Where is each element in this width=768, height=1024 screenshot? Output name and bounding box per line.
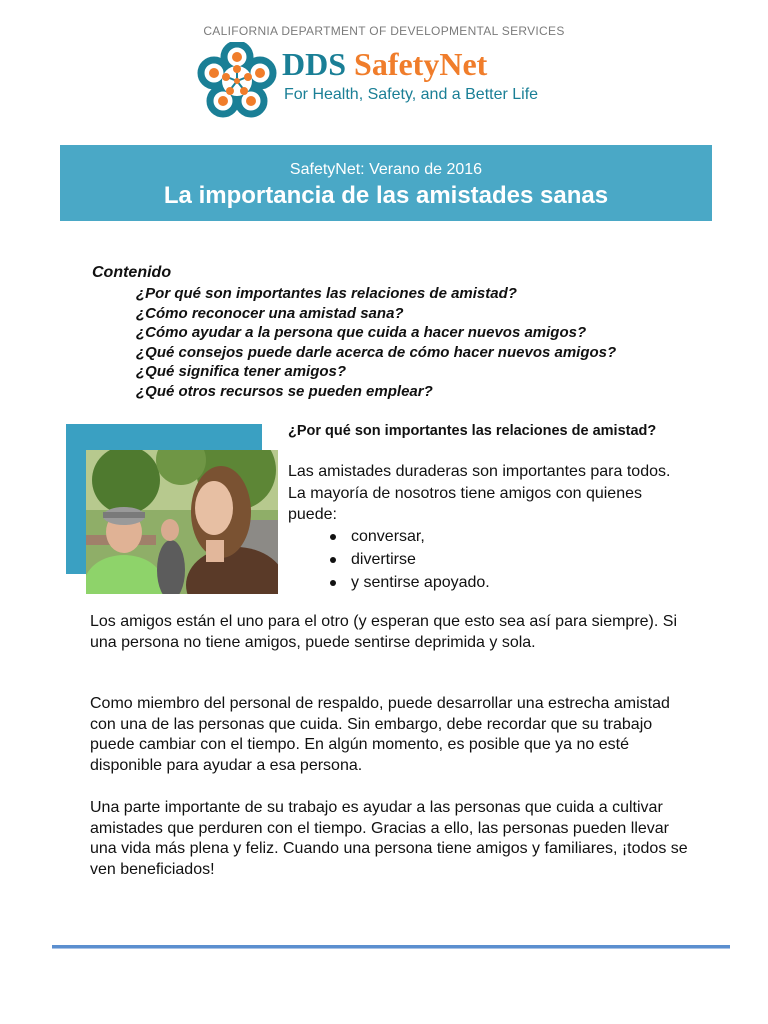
- brand-name: [282, 46, 487, 83]
- brand-product: SafetyNet: [354, 46, 488, 82]
- contents-item: ¿Cómo reconocer una amistad sana?: [136, 304, 404, 322]
- footer-divider-shadow: [52, 948, 730, 949]
- issue-subtitle: SafetyNet: Verano de 2016: [289, 161, 483, 178]
- list-item: divertirse: [330, 548, 490, 571]
- title-banner: [60, 145, 712, 221]
- contents-item: ¿Qué consejos puede darle acerca de cómo hacer nuevos amigos?: [136, 343, 617, 361]
- activities-list: [330, 525, 490, 594]
- contents-list: [136, 284, 616, 401]
- friends-photo: [86, 450, 278, 594]
- list-item: conversar,: [330, 525, 490, 548]
- contents-item: ¿Cómo ayudar a la persona que cuida a hacer nuevos amigos?: [136, 324, 587, 341]
- body-paragraph: Los amigos están el uno para el otro (y esperan que esto sea así para siempre). Si una persona no tiene amigos, puede sentirse deprimida y sola.: [90, 613, 677, 651]
- body-paragraph: Una parte importante de su trabajo es ayudar a las personas que cuida a cultivar amistades que perduren con el tiempo. Gracias a ello, las personas pueden llevar una vida más plena y feliz. Cuando una persona tiene amigos y familiares, ¡todos se ven beneficiados!: [90, 799, 688, 879]
- brand-prefix: DDS: [282, 46, 347, 82]
- page-title: La importancia de las amistades sanas: [163, 182, 609, 209]
- contents-item: ¿Qué otros recursos se pueden emplear?: [136, 382, 433, 400]
- section-heading: ¿Por qué son importantes las relaciones de amistad?: [288, 423, 657, 439]
- tagline: For Health, Safety, and a Better Life: [284, 86, 539, 103]
- department-name: CALIFORNIA DEPARTMENT OF DEVELOPMENTAL SERVICES: [203, 24, 565, 38]
- body-paragraph: Como miembro del personal de respaldo, puede desarrollar una estrecha amistad con una de las personas que cuida. Sin embargo, debe recordar que su trabajo puede cambiar con el tiempo. En algún momento, es posible que ya no esté disponible para ayudar a esa persona.: [90, 695, 670, 775]
- contents-item: ¿Por qué son importantes las relaciones de amistad?: [136, 285, 517, 302]
- intro-paragraph: Las amistades duraderas son importantes para todos. La mayoría de nosotros tiene amigos con quienes puede:: [288, 463, 671, 523]
- contents-item: ¿Qué significa tener amigos?: [136, 363, 347, 380]
- flower-network-logo: [196, 42, 278, 120]
- list-item: y sentirse apoyado.: [330, 571, 490, 594]
- contents-heading: Contenido: [92, 264, 172, 281]
